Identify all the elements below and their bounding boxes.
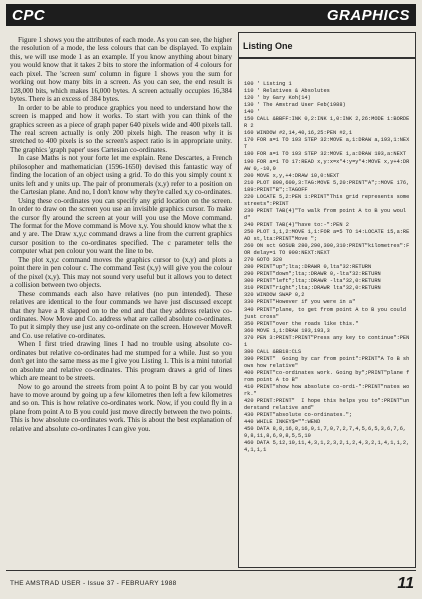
article-paragraph: Figure 1 shows you the attributes of each mode. As you can see, the higher the resolution of a mode, the less colours that can be displayed. To explain this, we will use mode 1 as an example. If you know anything about binary you would know that it takes 2 bits to store the information of 4 colours for each pixel. The 'screen sum' column in figure 1 shows you the sum for working out how many bits in a screen. As you can see, the end result is 128,000 bits, which makes 16,000 bytes. A screen actually occupies 16,384 bytes. There is an excess of 384 bytes. [10, 36, 232, 104]
code-line: 230 PRINT TAB(4)"To walk from point A to B you would" [244, 207, 407, 221]
section-left-label: CPC [12, 7, 46, 24]
code-line: 410 PRINT"show how absolute co-ordi-":PRINT"nates work." [244, 384, 410, 398]
code-line: 270 GOTO 320 [244, 257, 283, 264]
code-line: 160 WINDOW #2,14,40,16,25:PEN #2,1 [244, 130, 353, 137]
article-paragraph: In case Maths is not your forte let me explain. Rene Descartes, a French philosopher and mathematician (1596-1650) devised this fantastic way of finding the location of an object using a grid. To do this you simply count x units left and y units up. The pair of pronumerals (x,y) refer to a position on the Cartesian plane. And no, I don't know why they're called x,y co-ordinates. [10, 154, 232, 197]
footer-issue-line: THE AMSTRAD USER - Issue 37 - FEBRUARY 1988 [10, 580, 177, 587]
article-paragraph: These commands each also have relatives (no pun intended). These relatives are identical to the four commands we have just discussed except that they have a R slapped on to the end and that they address relative co-ordinates. Now Move and Co. address what are called absolute co-ordinates. To put it simply they use just any co-ordinate on the screen. However MoveR and Co. use relative co-ordinates. [10, 289, 232, 340]
article-paragraph: When I first tried drawing lines I had no trouble using absolute co-ordinates but relative co-ordinates had me stumped for a while. Just so you don't get into the same mess as me I give you Listing 1. This is a mini tutorial on absolute and relative co-ordinates. This program draws a grid of lines which are meant to be streets. [10, 340, 232, 383]
code-line: 190 FOR a=1 TO 17:READ x,y:x=x*4:y=y*4:MOVE x,y+4:DRAW 0,-10,0 [244, 158, 410, 172]
code-line: 420 PRINT:PRINT" I hope this helps you to":PRINT"understand relative and" [244, 398, 410, 412]
code-line: 390 PRINT" Going by car from point":PRINT"A To B shows how relative" [244, 355, 410, 369]
footer-rule [6, 570, 416, 571]
code-line: 200 MOVE x,y,+4:DRAW 10,0:NEXT [244, 172, 340, 179]
listing-title: Listing One [243, 41, 293, 51]
code-line: 380 CALL &BB18:CLS [244, 348, 302, 355]
listing-box [238, 32, 416, 568]
code-line: 210 PLOT 800,600,3:TAG:MOVE 5,20:PRINT"A";:MOVE 176,189:PRINT"B";:TAGOFF [244, 179, 410, 193]
code-line: 430 PRINT"absolute co-ordinates."; [244, 412, 353, 419]
code-line: 310 PRINT"right";lta;:DRAWR lta*32,0:RETURN [244, 285, 381, 292]
code-line: 400 PRINT"co-ordinates work. Going by";PRINT"plane from point A to B" [244, 369, 410, 383]
section-right-label: GRAPHICS [326, 7, 410, 24]
code-line: 330 PRINT"However if you were in a" [244, 299, 356, 306]
code-line: 360 MOVE 1,1:DRAW 193,193,3 [244, 327, 330, 334]
code-line: 170 FOR a=1 TO 193 STEP 32:MOVE a,1:DRAW a,193,1:NEXT [244, 137, 410, 151]
code-line: 250 PLOT 1,1,2:MOVE 1,1:FOR a=5 TO 14:LOCATE 15,a:READ st,lta:PRINT"Move "; [244, 228, 410, 243]
code-line: 290 PRINT"down";lta;:DRAWR 0,-lta*32:RETURN [244, 271, 381, 278]
code-line: 370 PEN 3:PRINT:PRINT"Press any key to continue":PEN 1 [244, 334, 413, 348]
article-paragraph: Now to go around the streets from point A to point B by car you would have to move around by going up a few kilometres then left a few kilometres and so on. This is how relative co-ordinates work. Now, if you could fly in a plane from point A to B you could just move directly between the two points. This is how absolute co-ordinates work. This is about the best explanation of relative and absolute co-ordinates I can give you. [10, 382, 232, 433]
listing-code [244, 81, 412, 454]
code-line: 220 LOCATE 5,2:PEN 1:PRINT"This grid represents some streets":PRINT [244, 193, 413, 207]
code-line: 300 PRINT"left";lta;:DRAWR -lta*32,0:RETURN [244, 278, 381, 285]
code-line: 150 CALL &BBFF:INK 0,2:INK 1,0:INK 2,26:MODE 1:BORDER 2 [244, 116, 410, 130]
article-paragraph: The plot x,y,c command moves the graphics cursor to (x,y) and plots a point there in pen colour c. The command Test (x,y) will give you the colour of the pixel (x,y). This may not sound very useful but it allows you to detect a collision between two objects. [10, 255, 232, 290]
code-line: 340 PRINT"plane, to get from point A to B you could just cross" [244, 306, 410, 320]
code-line: 240 PRINT TAB(4)"have to:-":PEN 2 [244, 221, 349, 228]
page-header [6, 4, 416, 26]
code-line: 110 ' Relatives & Absolutes [244, 88, 330, 95]
code-line: 460 DATA 5,12,10,11,4,3,1,2,3,2,1,2,4,3,2,1,4,1,1,2,4,1,1,1 [244, 440, 410, 454]
code-line: 140 ' [244, 109, 260, 116]
code-line: 440 WHILE INKEY$="":WEND [244, 419, 321, 426]
code-line: 180 FOR a=1 TO 193 STEP 32:MOVE 1,a:DRAW 193,a:NEXT [244, 151, 407, 158]
code-line: 450 DATA 8,8,16,8,16,0,1,7,0,7,2,7,4,5,6,5,3,6,7,6,9,8,11,8,6,9,8,5,5,10 [244, 426, 407, 440]
code-line: 320 WINDOW SWAP 0,2 [244, 292, 305, 299]
code-line: 280 PRINT"up";lta;:DRAWR 0,lta*32:RETURN [244, 264, 372, 271]
article-paragraph: In order to be able to produce graphics you need to understand how the screen is mapped and how it works. To start with you can think of the graphics screen as a piece of graph paper 640 pixels wide and 400 pixels tall. The real screen actually is only 200 pixels high. The reason why it is stretched to 400 pixels is so the screen's aspect ratio is in appropriate unity. The graphics 'graph paper' uses Cartesian co-ordinates. [10, 103, 232, 154]
code-line: 350 PRINT"over the roads like this." [244, 320, 359, 327]
article-paragraph: Using these co-ordinates you can specify any grid location on the screen. In order to draw on the screen you use an invisible graphics cursor. To make the cursor fly around the screen at your will you use the Move command. The format for the Move command is Move x,y. You should know what the x and y are. The Draw x,y,c command draws a line from the current graphics cursor position to the co-ordinates specified. The c parameter tells the computer what pen colour you want the line to be. [10, 196, 232, 256]
listing-title-rule [239, 57, 415, 59]
article-body [10, 36, 232, 564]
code-line: 100 ' Listing 1 [244, 81, 292, 87]
page-number: 11 [397, 575, 414, 592]
code-line: 260 ON sct GOSUB 280,290,300,310:PRINT"kilometres":FOR delay=1 TO 900:NEXT:NEXT [244, 243, 410, 257]
code-line: 120 ' by Gary Koh(14) [244, 95, 311, 102]
code-line: 130 ' The Amstrad User Feb(1988) [244, 102, 346, 109]
